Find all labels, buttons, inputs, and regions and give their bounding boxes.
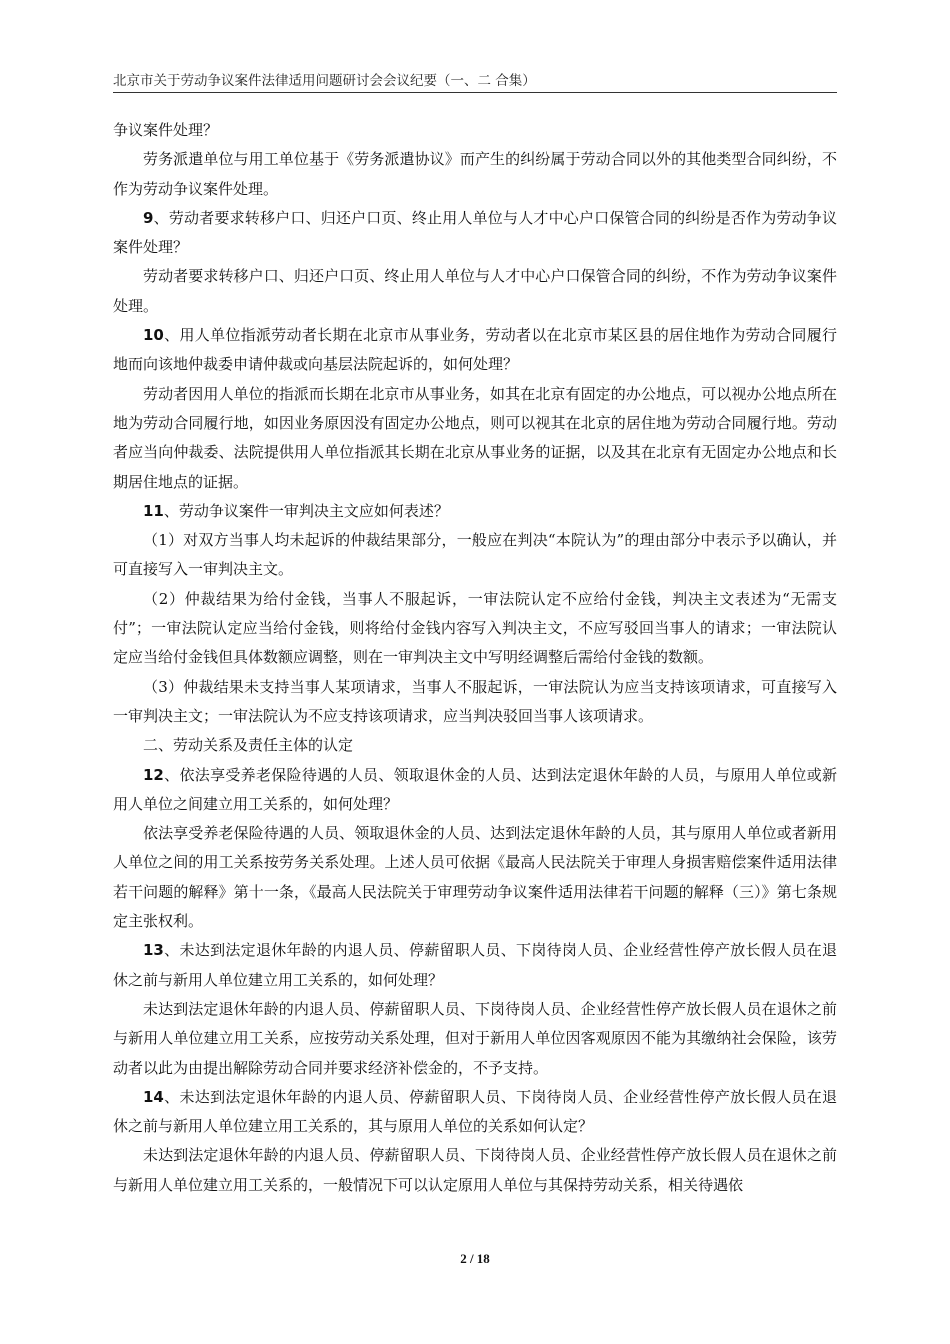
answer-11-item-1: （1）对双方当事人均未起诉的仲裁结果部分，一般应在判决“本院认为”的理由部分中表示予以确认，并可直接写入一审判决主文。 bbox=[113, 531, 837, 579]
question-9-text: 、劳动者要求转移户口、归还户口页、终止用人单位与人才中心户口保管合同的纠纷是否作为劳动争议案件处理？ bbox=[113, 208, 837, 257]
header-title: 北京市关于劳动争议案件法律适用问题研讨会会议纪要（一、二 合集） bbox=[113, 73, 536, 89]
paragraph-answer-8: 劳务派遣单位与用工单位基于《劳务派遣协议》而产生的纠纷属于劳动合同以外的其他类型合同纠纷，不作为劳动争议案件处理。 bbox=[113, 150, 837, 198]
answer-9: 劳动者要求转移户口、归还户口页、终止用人单位与人才中心户口保管合同的纠纷，不作为劳动争议案件处理。 bbox=[113, 267, 837, 315]
page-number: 2 / 18 bbox=[460, 1251, 490, 1266]
question-13 bbox=[113, 936, 837, 995]
page-header bbox=[113, 72, 837, 93]
answer-11-item-2: （2）仲裁结果为给付金钱，当事人不服起诉，一审法院认定不应给付金钱，判决主文表述为“无需支付”；一审法院认定应当给付金钱，则将给付金钱内容写入判决主文，不应写驳回当事人的请求；一审法院认定应当给付金钱但具体数额应调整，则在一审判决主文中写明经调整后需给付金钱的数额。 bbox=[113, 589, 837, 667]
question-14-number: 14 bbox=[143, 1087, 164, 1106]
question-14 bbox=[113, 1083, 837, 1142]
section-heading-2: 二、劳动关系及责任主体的认定 bbox=[143, 736, 354, 755]
answer-10: 劳动者因用人单位的指派而长期在北京市从事业务，如其在北京有固定的办公地点，可以视办公地点所在地为劳动合同履行地，如因业务原因没有固定办公地点，则可以视其在北京的居住地为劳动合同履行地。劳动者应当向仲裁委、法院提供用人单位指派其长期在北京从事业务的证据，以及其在北京有无固定办公地点和长期居住地点的证据。 bbox=[113, 384, 837, 491]
question-10-number: 10 bbox=[143, 326, 164, 345]
question-10-text: 、用人单位指派劳动者长期在北京市从事业务，劳动者以在北京市某区县的居住地作为劳动合同履行地而向该地仲裁委申请仲裁或向基层法院起诉的，如何处理？ bbox=[113, 326, 837, 374]
question-13-text: 、未达到法定退休年龄的内退人员、停薪留职人员、下岗待岗人员、企业经营性停产放长假人员在退休之前与新用人单位建立用工关系的，如何处理？ bbox=[113, 941, 837, 989]
question-12-text: 、依法享受养老保险待遇的人员、领取退休金的人员、达到法定退休年龄的人员，与原用人单位或新用人单位之间建立用工关系的，如何处理？ bbox=[113, 765, 837, 813]
question-14-text: 、未达到法定退休年龄的内退人员、停薪留职人员、下岗待岗人员、企业经营性停产放长假人员在退休之前与新用人单位建立用工关系的，其与原用人单位的关系如何认定？ bbox=[113, 1087, 837, 1136]
question-12-number: 12 bbox=[143, 765, 164, 784]
question-12 bbox=[113, 761, 837, 820]
answer-14: 未达到法定退休年龄的内退人员、停薪留职人员、下岗待岗人员、企业经营性停产放长假人员在退休之前与新用人单位建立用工关系的，一般情况下可以认定原用人单位与其保持劳动关系，相关待遇依 bbox=[113, 1146, 837, 1194]
answer-12: 依法享受养老保险待遇的人员、领取退休金的人员、达到法定退休年龄的人员，其与原用人单位或者新用人单位之间的用工关系按劳务关系处理。上述人员可依据《最高人民法院关于审理人身损害赔偿案件适用法律若干问题的解释》第十一条，《最高人民法院关于审理劳动争议案件适用法律若干问题的解释（三）》第七条规定主张权利。 bbox=[113, 824, 837, 931]
paragraph-continuation: 争议案件处理？ bbox=[113, 121, 219, 139]
answer-11-item-3: （3）仲裁结果未支持当事人某项请求，当事人不服起诉，一审法院认为应当支持该项请求，可直接写入一审判决主文；一审法院认为不应支持该项请求，应当判决驳回当事人该项请求。 bbox=[113, 677, 837, 725]
answer-13: 未达到法定退休年龄的内退人员、停薪留职人员、下岗待岗人员、企业经营性停产放长假人员在退休之前与新用人单位建立用工关系，应按劳动关系处理，但对于新用人单位因客观原因不能为其缴纳社会保险，该劳动者以此为由提出解除劳动合同并要求经济补偿金的，不予支持。 bbox=[113, 999, 837, 1077]
question-11-text: 、劳动争议案件一审判决主文应如何表述？ bbox=[163, 501, 449, 520]
question-11 bbox=[113, 497, 837, 526]
question-11-number: 11 bbox=[143, 501, 164, 520]
question-10 bbox=[113, 321, 837, 380]
question-9-number: 9 bbox=[143, 208, 154, 227]
question-13-number: 13 bbox=[143, 941, 164, 960]
document-body bbox=[113, 116, 837, 1200]
question-9 bbox=[113, 204, 837, 263]
